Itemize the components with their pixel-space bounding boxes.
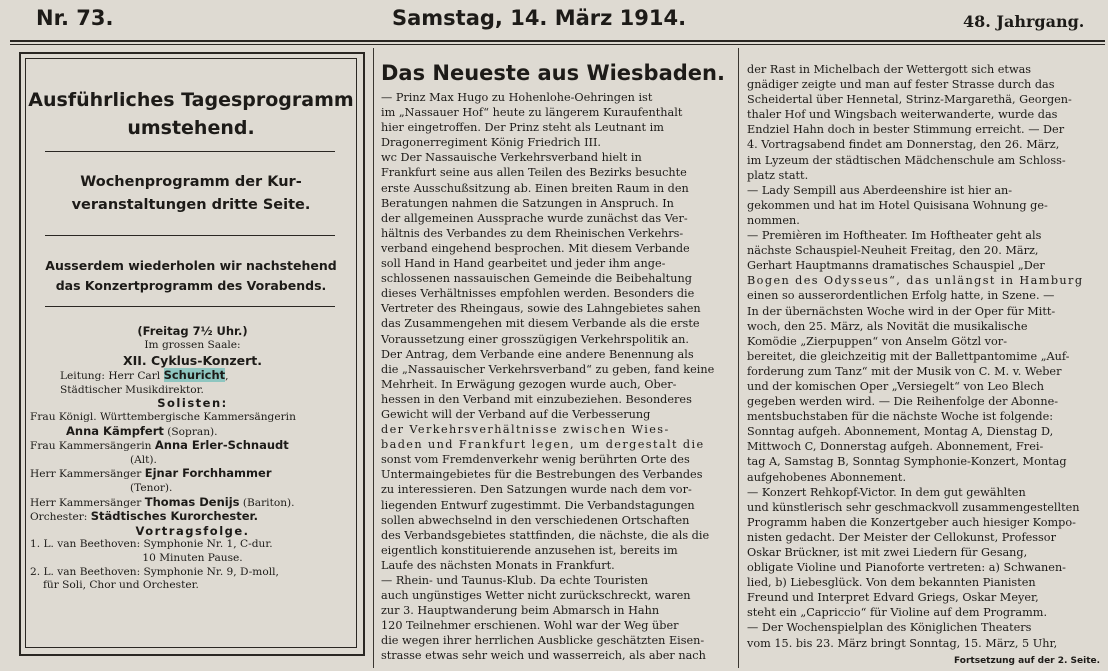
- text-line: im Lyzeum der städtischen Mädchenschule am Schloss-: [747, 153, 1066, 167]
- text-line: Laufe des nächsten Monats in Frankfurt.: [381, 558, 615, 572]
- continuation-note: Fortsetzung auf der 2. Seite.: [954, 656, 1101, 666]
- text-line: im „Nassauer Hof“ heute zu längerem Kuraufenthalt: [381, 106, 683, 120]
- text-line: Dragonerregiment König Friedrich III.: [381, 136, 602, 150]
- text-line: mentsbuchstaben für die nächste Woche ist folgende:: [747, 410, 1054, 424]
- middle-column-text: [381, 90, 731, 664]
- section-title: Das Neueste aus Wiesbaden.: [381, 61, 725, 85]
- text-line: Endziel Hahn doch in bester Stimmung erreicht. — Der: [747, 123, 1065, 137]
- text-line: Sonntag aufgeh. Abonnement, Montag A, Dienstag D,: [747, 425, 1054, 439]
- repeat-note: Ausserdem wiederholen wir nachstehend: [45, 258, 337, 273]
- soloist-2: Frau Kammersängerin Anna Erler-Schnaudt: [30, 438, 289, 453]
- program-item-2: 2. L. van Beethoven: Symphonie Nr. 9, D-moll,: [30, 565, 279, 578]
- soloist-4: Herr Kammersänger Thomas Denijs (Bariton).: [30, 494, 295, 509]
- text-line: des Verbandsgebietes stattfinden, die nächste, die als die: [381, 528, 710, 542]
- text-line: vom 15. bis 23. März bringt Sonntag, 15. März, 5 Uhr,: [747, 636, 1058, 650]
- text-line: strasse etwas sehr weich und wasserreich, als aber nach: [381, 649, 706, 663]
- masthead: [0, 0, 1108, 44]
- text-line: bereitet, die gleichzeitig mit der Ballettpantomime „Auf-: [747, 349, 1070, 363]
- text-line: gegeben werden wird. — Die Reihenfolge der Abonne-: [747, 395, 1059, 409]
- text-line: obligate Violine und Pianoforte vertreten: a) Schwanen-: [747, 561, 1066, 575]
- text-line: — Prinz Max Hugo zu Hohenlohe-Oehringen ist: [381, 91, 653, 104]
- text-line: Bogen des Odysseus“, das unlängst in Hamburg: [747, 274, 1084, 288]
- text-line: Oskar Brückner, ist mit zwei Liedern für Gesang,: [747, 546, 1028, 559]
- text-line: verband eingehend besprochen. Mit diesem Verbande: [381, 241, 690, 255]
- weekly-program-note: Wochenprogramm der Kur-: [80, 174, 302, 190]
- text-line: Frankfurt seine aus allen Teilen des Bezirks besuchte: [381, 166, 687, 180]
- text-line: soll Hand in Hand gearbeitet und jeder ihm ange-: [381, 257, 666, 271]
- concert-venue: Im grossen Saale:: [144, 338, 241, 351]
- soloist-3: Herr Kammersänger Ejnar Forchhammer: [30, 466, 272, 481]
- text-line: dieses Verhältnisses empfohlen werden. Besonders die: [381, 287, 695, 301]
- text-line: der allgemeinen Aussprache wurde zunächst das Ver-: [381, 211, 688, 225]
- text-line: und der komischen Oper „Versiegelt“ von Leo Blech: [747, 379, 1044, 393]
- text-line: wc Der Nassauische Verkehrsverband hielt in: [381, 151, 642, 165]
- masthead-rule: [10, 40, 1105, 42]
- text-line: woch, den 25. März, als Novität die musikalische: [747, 319, 1028, 333]
- conductor-name: Schuricht: [163, 368, 226, 383]
- text-line: Mittwoch C, Donnerstag aufgeh. Abonnement, Frei-: [747, 440, 1044, 454]
- text-line: Gerhart Hauptmanns dramatisches Schauspiel „Der: [747, 259, 1045, 273]
- text-line: — Der Wochenspielplan des Königlichen Theaters: [747, 621, 1032, 635]
- text-line: Gewicht will der Verband auf die Verbesserung: [381, 407, 651, 421]
- text-line: erste Ausschußsitzung ab. Einen breiten Raum in den: [381, 181, 689, 195]
- text-line: Beratungen nahmen die Satzungen in Anspruch. In: [381, 196, 674, 210]
- text-line: 120 Teilnehmer erschienen. Wohl war der Weg über: [381, 619, 679, 633]
- divider: [45, 151, 335, 152]
- text-line: einen so ausserordentlichen Erfolg hatte, in Szene. —: [747, 289, 1055, 303]
- text-line: lied, b) Liebesglück. Von dem bekannten Pianisten: [747, 576, 1036, 590]
- text-line: forderung zum Tanz“ mit der Musik von C. M. v. Weber: [747, 364, 1062, 378]
- volume-year: 48. Jahrgang.: [963, 12, 1085, 31]
- text-line: nommen.: [747, 213, 800, 227]
- text-line: nächste Schauspiel-Neuheit Freitag, den 20. März,: [747, 244, 1039, 258]
- repeat-note-2: das Konzertprogramm des Vorabends.: [55, 278, 327, 293]
- text-line: Scheidertal über Hennetal, Strinz-Margarethä, Georgen-: [747, 93, 1072, 107]
- text-line: Mehrheit. In Erwägung gezogen wurde auch, Ober-: [381, 377, 677, 391]
- weekly-program-note-2: veranstaltungen dritte Seite.: [71, 197, 311, 213]
- soloist-1: Anna Kämpfert (Sopran).: [66, 423, 218, 438]
- text-line: zu interessieren. Den Satzungen wurde nach dem vor-: [381, 483, 692, 497]
- text-line: Komödie „Zierpuppen“ von Anselm Götzl vor-: [747, 334, 1007, 348]
- issue-date: Samstag, 14. März 1914.: [392, 6, 687, 30]
- text-line: Untermaingebietes für die Bestrebungen des Verbandes: [381, 468, 703, 482]
- issue-number: Nr. 73.: [36, 6, 114, 30]
- text-line: hier eingetroffen. Der Prinz steht als Leutnant im: [381, 121, 664, 135]
- column-divider: [373, 48, 374, 668]
- text-line: Der Antrag, dem Verbande eine andere Benennung als: [381, 347, 694, 361]
- text-line: sonst vom Fremdenverkehr wenig berührten Orte des: [381, 453, 690, 467]
- text-line: hessen in den Verband mit einzubeziehen. Besonderes: [381, 392, 692, 406]
- conductor-line: Leitung: Herr Carl Schuricht,: [60, 368, 229, 383]
- masthead-rule-thin: [10, 44, 1105, 45]
- program-item-1: 1. L. van Beethoven: Symphonie Nr. 1, C-dur.: [30, 538, 273, 551]
- soloists-heading: Solisten:: [157, 396, 228, 411]
- conductor-title: Städtischer Musikdirektor.: [60, 383, 204, 396]
- text-line: thaler Hof und Wingsbach weiterwanderte, wurde das: [747, 108, 1058, 122]
- daily-program-heading: Ausführliches Tagesprogramm: [28, 89, 354, 111]
- text-line: auch ungünstiges Wetter nicht zurückschreckt, waren: [381, 589, 691, 603]
- text-line: das Zusammengehen mit diesem Verbande als die erste: [381, 317, 700, 331]
- text-line: eigentlich konstituierende anzusehen ist, bereits im: [381, 543, 678, 557]
- text-line: schlossenen nassauischen Gemeinde die Beibehaltung: [381, 272, 692, 286]
- soloist-2-voice: (Alt).: [130, 453, 157, 466]
- concert-program: [30, 325, 355, 593]
- text-line: Vertreter des Rheingaus, sowie des Lahngebietes sahen: [381, 302, 701, 316]
- column-divider: [738, 48, 739, 668]
- text-line: Voraussetzung einer grosszügigen Verkehrspolitik an.: [381, 332, 689, 346]
- text-line: die „Nassauischer Verkehrsverband“ zu geben, fand keine: [381, 362, 715, 376]
- text-line: liegenden Entwurf zugestimmt. Die Verbandstagungen: [381, 498, 695, 512]
- text-line: — Premièren im Hoftheater. Im Hoftheater geht als: [747, 229, 1042, 243]
- text-line: aufgehobenes Abonnement.: [747, 470, 907, 484]
- text-line: In der übernächsten Woche wird in der Oper für Mitt-: [747, 304, 1056, 318]
- text-line: 4. Vortragsabend findet am Donnerstag, den 26. März,: [747, 138, 1060, 152]
- text-line: — Lady Sempill aus Aberdeenshire ist hier an-: [747, 183, 1013, 197]
- soloist-1-title: Frau Königl. Württembergische Kammersängerin: [30, 410, 296, 423]
- text-line: und künstlerisch sehr geschmackvoll zusammengestellten: [747, 500, 1080, 514]
- concert-time: (Freitag 7½ Uhr.): [137, 324, 248, 338]
- text-line: sollen abwechselnd in den verschiedenen Ortschaften: [381, 513, 690, 527]
- text-line: Programm haben die Konzertgeber auch hiesiger Kompo-: [747, 515, 1076, 529]
- text-line: nisten gedacht. Der Meister der Cellokunst, Professor: [747, 530, 1056, 544]
- text-line: — Rhein- und Taunus-Klub. Da echte Touristen: [381, 574, 649, 587]
- intermission: 10 Minuten Pause.: [142, 551, 243, 564]
- text-line: Freund und Interpret Edvard Griegs, Oskar Meyer,: [747, 591, 1039, 605]
- text-line: der Verkehrsverhältnisse zwischen Wies-: [381, 423, 670, 437]
- text-line: hältnis des Verbandes zu dem Rheinischen Verkehrs-: [381, 226, 684, 240]
- text-line: zur 3. Hauptwanderung beim Abmarsch in Hahn: [381, 604, 660, 618]
- text-line: gekommen und hat im Hotel Quisisana Wohnung ge-: [747, 198, 1048, 212]
- text-line: tag A, Samstag B, Sonntag Symphonie-Konzert, Montag: [747, 455, 1067, 469]
- text-line: platz statt.: [747, 168, 809, 182]
- right-column-text: [747, 62, 1096, 651]
- program-order-heading: Vortragsfolge.: [135, 523, 250, 538]
- orchestra-line: Orchester: Städtisches Kurorchester.: [30, 509, 258, 524]
- daily-program-heading-2: umstehend.: [127, 117, 255, 139]
- divider: [45, 306, 335, 307]
- text-line: der Rast in Michelbach der Wettergott sich etwas: [747, 63, 1032, 76]
- text-line: baden und Frankfurt legen, um dergestalt die: [381, 438, 705, 452]
- concert-title: XII. Cyklus-Konzert.: [122, 353, 263, 369]
- text-line: — Konzert Rehkopf-Victor. In dem gut gewählten: [747, 485, 1026, 499]
- program-item-2-detail: für Soli, Chor und Orchester.: [43, 579, 199, 592]
- divider: [45, 235, 335, 236]
- text-line: gnädiger zeigte und man auf fester Strasse durch das: [747, 78, 1055, 92]
- text-line: steht ein „Capriccio“ für Violine auf dem Programm.: [747, 606, 1048, 620]
- text-line: die wegen ihrer herrlichen Ausblicke geschätzten Eisen-: [381, 634, 705, 648]
- soloist-3-voice: (Tenor).: [130, 481, 173, 494]
